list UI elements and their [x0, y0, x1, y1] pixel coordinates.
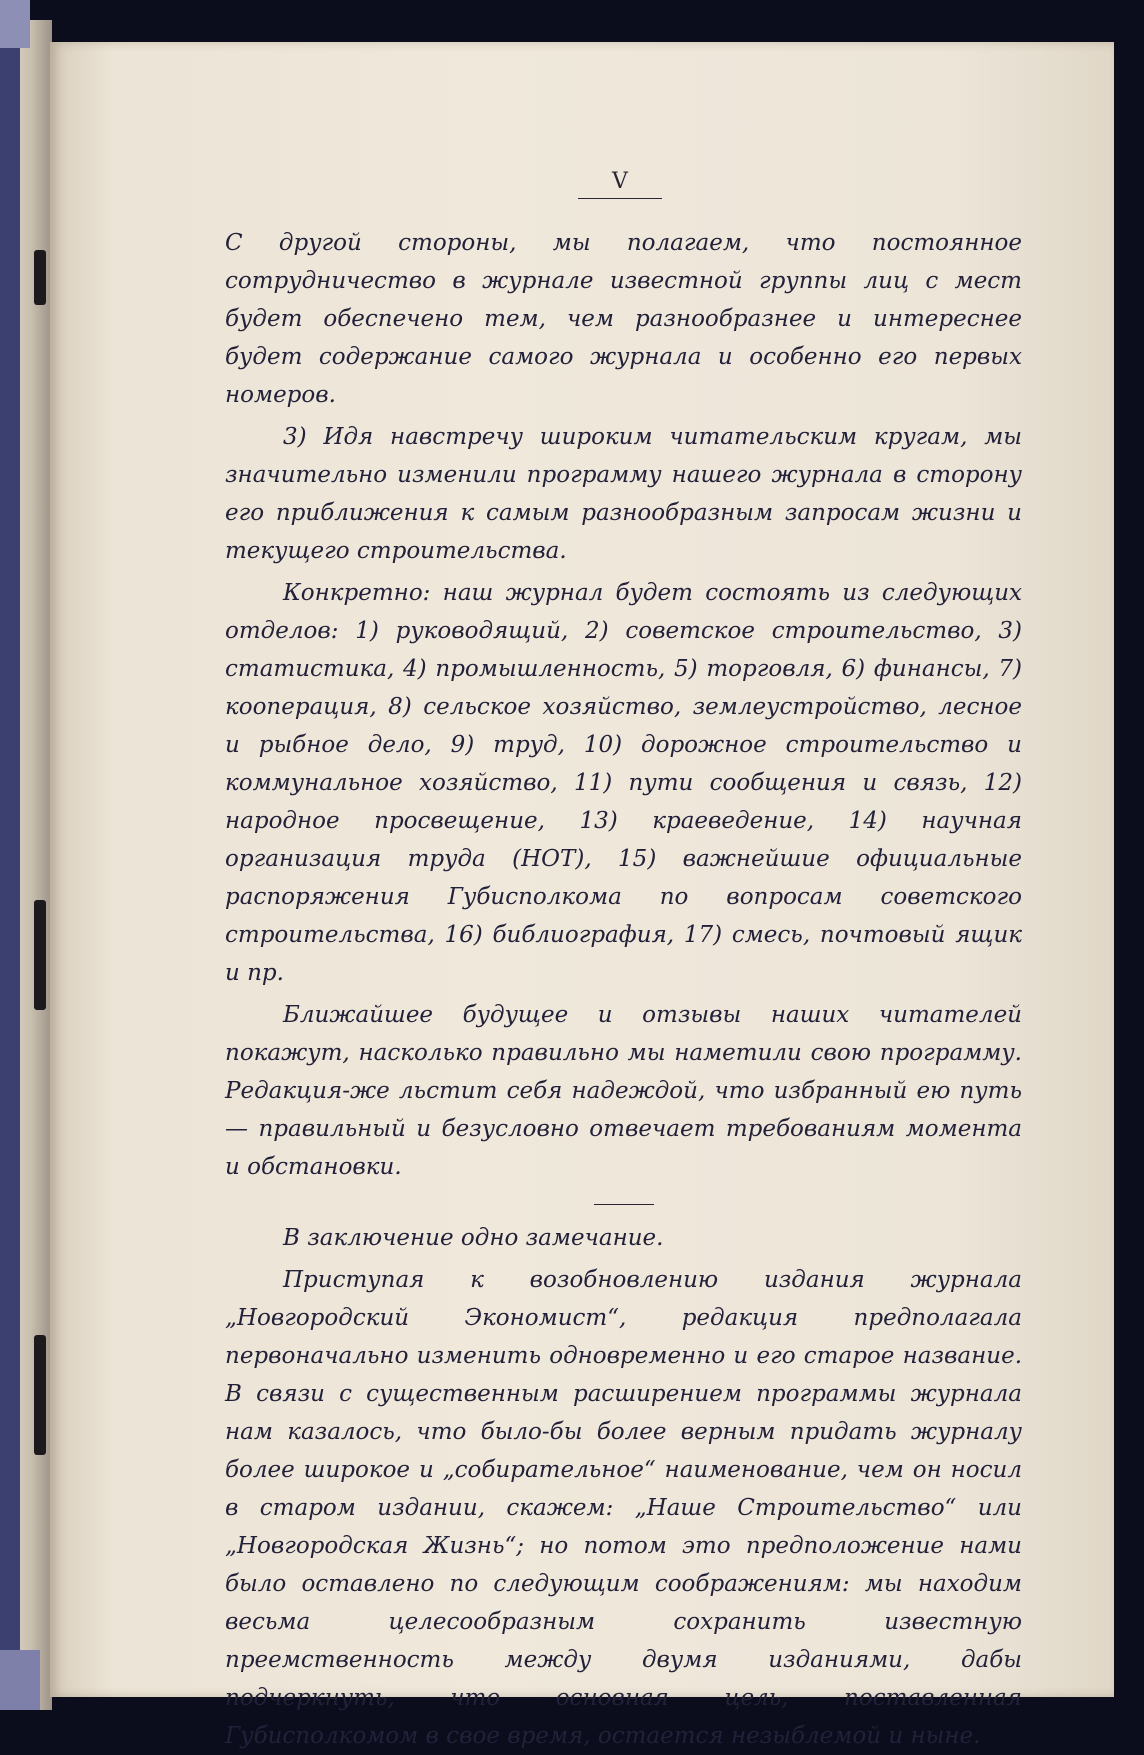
- body-text: [225, 224, 1022, 1755]
- paragraph: Конкретно: наш журнал будет состоять из следующих отделов: 1) руководящий, 2) советское строительство, 3) статистика, 4) промышленность, 5) торговля, 6) финансы, 7) кооперация, 8) сельское хозяйство, землеустройство, лесное и рыбное дело, 9) труд, 10) дорожное строительство и коммунальное хозяйство, 11) пути сообщения и связь, 12) народное просвещение, 13) краеведение, 14) научная организация труда (НОТ), 15) важнейшие официальные распоряжения Губисполкома по вопросам советского строительства, 16) библиография, 17) смесь, почтовый ящик и пр.: [225, 580, 1022, 986]
- paragraph: В заключение одно замечание.: [283, 1225, 664, 1251]
- document-page: [50, 42, 1114, 1749]
- page-header: [578, 170, 662, 199]
- section-divider: [594, 1204, 654, 1205]
- binding-thread-mark: [34, 1335, 46, 1455]
- spine-cloth-top: [0, 0, 30, 48]
- page-number: V: [612, 169, 628, 194]
- spine-edge: [0, 0, 20, 1710]
- paragraph: Ближайшее будущее и отзывы наших читателей покажут, насколько правильно мы наметили свою программу. Редакция-же льстит себя надеждой, что избранный ею путь — правильный и безусловно отвечает требованиям момента и обстановки.: [225, 1002, 1022, 1180]
- spine-cloth-bottom: [0, 1650, 40, 1710]
- binding-thread-mark: [34, 900, 46, 1010]
- paragraph: С другой стороны, мы полагаем, что постоянное сотрудничество в журнале известной группы лиц с мест будет обеспечено тем, чем разнообразнее и интереснее будет содержание самого журнала и особенно его первых номеров.: [225, 230, 1022, 408]
- paragraph: 3) Идя навстречу широким читательским кругам, мы значительно изменили программу нашего журнала в сторону его приближения к самым разнообразным запросам жизни и текущего строительства.: [225, 424, 1022, 564]
- page-number-rule: [578, 198, 662, 199]
- binding-thread-mark: [34, 250, 46, 305]
- paragraph: Приступая к возобновлению издания журнала „Новгородский Экономист“, редакция предполагала первоначально изменить одновременно и его старое название. В связи с существенным расширением программы журнала нам казалось, что было-бы более верным придать журналу более широкое и „собирательное“ наименование, чем он носил в старом издании, скажем: „Наше Строительство“ или „Новгородская Жизнь“; но потом это предположение нами было оставлено по следующим соображениям: мы находим весьма целесообразным сохранить известную преемственность между двумя изданиями, дабы подчеркнуть, что основная цель, поставленная Губисполкомом в свое время, остается незыблемой и ныне.: [225, 1267, 1022, 1749]
